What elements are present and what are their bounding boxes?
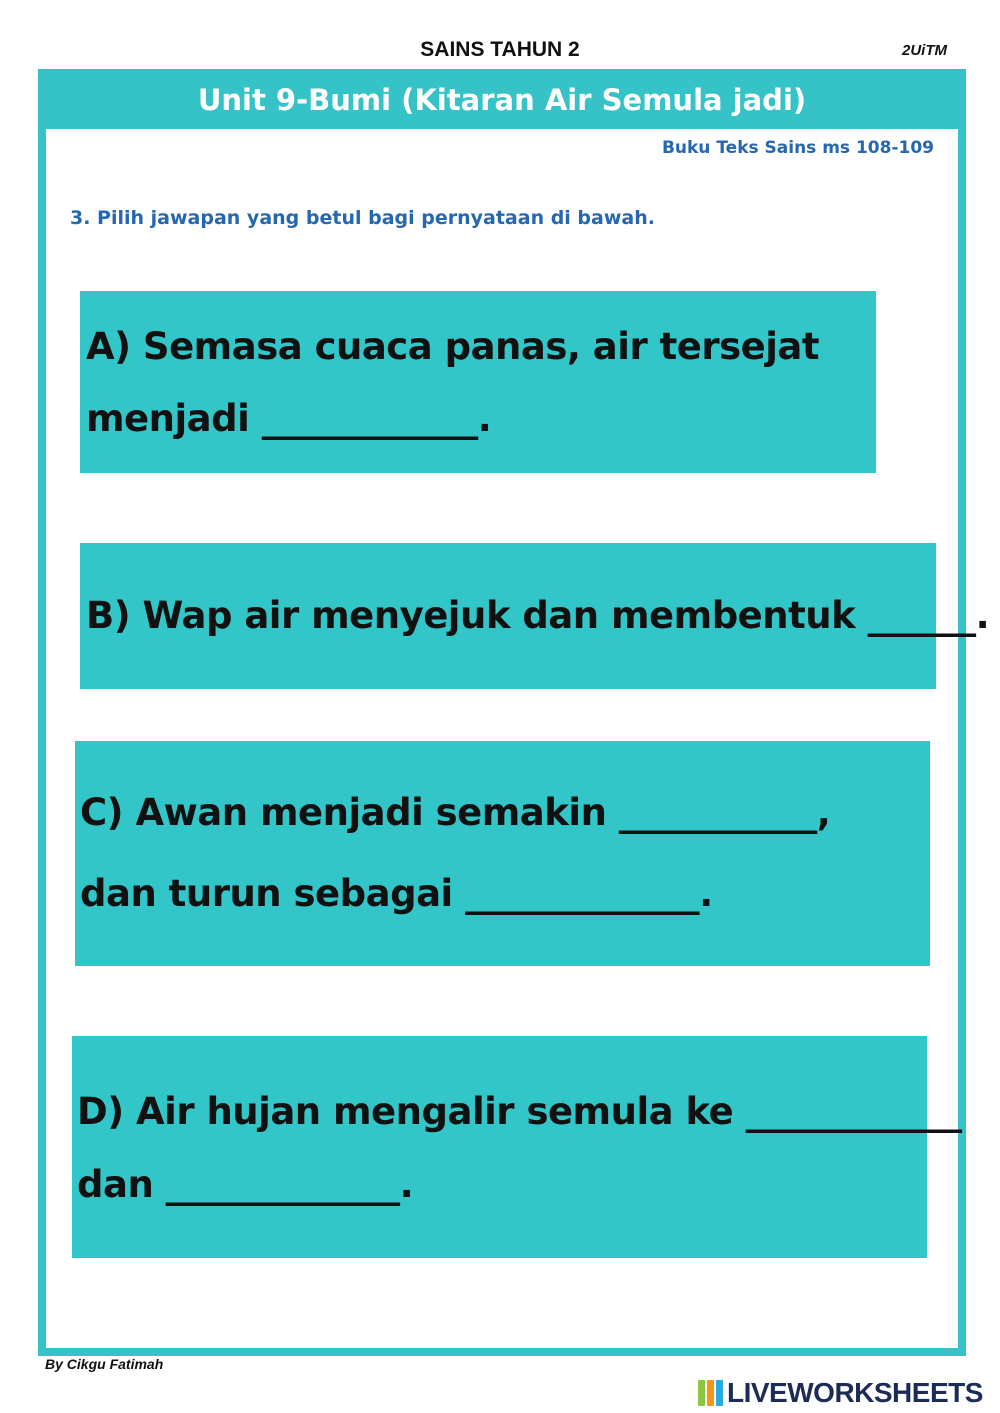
liveworksheets-logo-icon (698, 1380, 724, 1406)
question-box-c (75, 741, 930, 966)
brand-name: LIVEWORKSHEETS (727, 1377, 983, 1408)
question-c-line-2: dan turun sebagai _____________. (80, 872, 713, 915)
textbook-reference: Buku Teks Sains ms 108-109 (661, 138, 934, 158)
question-box-a (80, 291, 876, 473)
question-d-line-1: D) Air hujan mengalir semula ke ____________ (77, 1090, 962, 1133)
unit-banner: Unit 9-Bumi (Kitaran Air Semula jadi) (38, 69, 966, 129)
question-instruction: 3. Pilih jawapan yang betul bagi pernyataan di bawah. (70, 207, 655, 229)
brand-logo-group[interactable] (698, 1378, 983, 1408)
question-a-line-2: menjadi ____________. (86, 397, 492, 440)
page-code: 2UiTM (902, 42, 947, 59)
question-c-line-1: C) Awan menjadi semakin ___________, (80, 791, 831, 834)
page-subject: SAINS TAHUN 2 (420, 38, 580, 61)
question-box-d (72, 1036, 962, 1258)
question-d-line-2: dan _____________. (77, 1163, 414, 1206)
question-b-line-1: B) Wap air menyejuk dan membentuk ______. (86, 594, 990, 637)
author-credit: By Cikgu Fatimah (45, 1356, 164, 1372)
question-box-b (80, 543, 990, 689)
question-a-line-1: A) Semasa cuaca panas, air tersejat (86, 325, 820, 368)
